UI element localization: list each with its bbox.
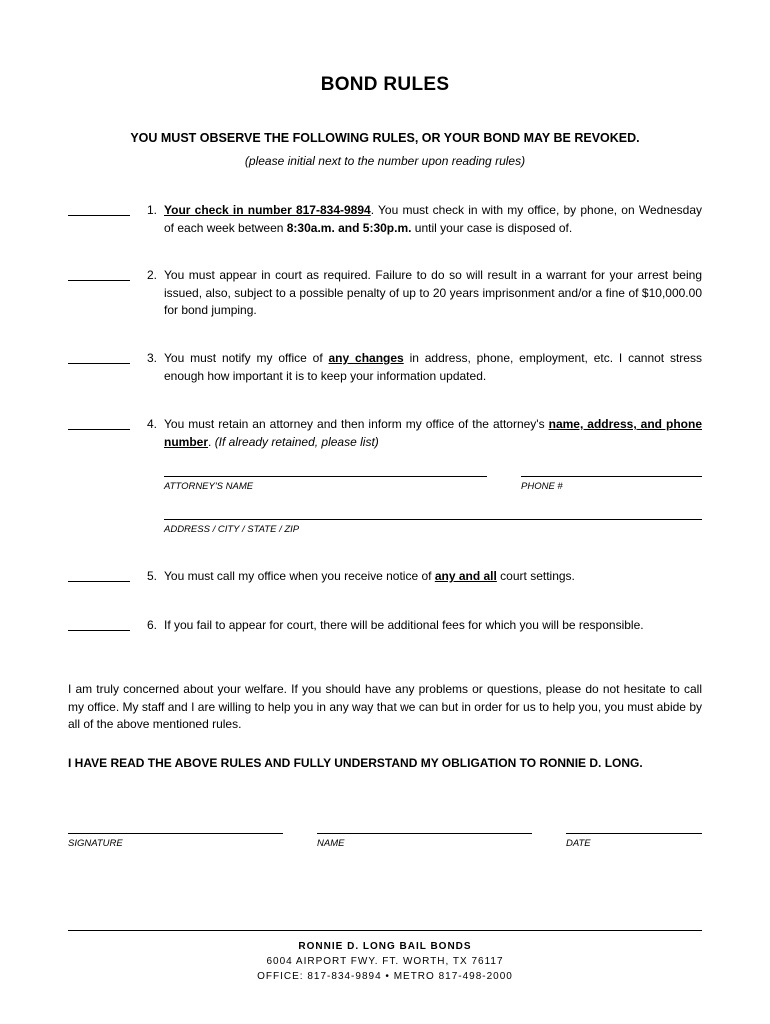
initial-field-rule-6[interactable] (68, 630, 130, 631)
footer-address: 6004 AIRPORT FWY. FT. WORTH, TX 76117 (266, 956, 504, 967)
initial-instruction: (please initial next to the number upon reading rules) (244, 154, 526, 168)
footer-phones: OFFICE: 817-834-9894 • METRO 817-498-2000 (257, 971, 513, 982)
attorney-name-label: ATTORNEY'S NAME (164, 481, 254, 492)
acknowledgement-statement: I HAVE READ THE ABOVE RULES AND FULLY UNDERSTAND MY OBLIGATION TO RONNIE D. LONG. (68, 756, 643, 770)
initial-field-rule-1[interactable] (68, 215, 130, 216)
attorney-phone-label: PHONE # (521, 481, 563, 492)
initial-field-rule-3[interactable] (68, 363, 130, 364)
rule-text-part: . You must check in with my office, by phone, on Wednesday of each week between (164, 203, 702, 235)
name-field[interactable] (317, 833, 532, 834)
rule-number: 4. (147, 417, 158, 431)
attorney-name-field[interactable] (164, 476, 487, 477)
attorney-address-field[interactable] (164, 519, 702, 520)
emphasis-any-and-all: any and all (434, 569, 497, 583)
footer-company-name: RONNIE D. LONG BAIL BONDS (298, 941, 472, 952)
rule-text-part: You must call my office when you receive notice of (164, 569, 435, 583)
rule-number: 3. (147, 351, 158, 365)
initial-field-rule-2[interactable] (68, 280, 130, 281)
rule-text-part: in address, phone, employment, etc. I cannot stress enough how important it is to keep your information updated. (164, 351, 702, 383)
signature-label: SIGNATURE (68, 838, 123, 849)
attorney-phone-field[interactable] (521, 476, 702, 477)
emphasis-attorney-info: name, address, and phone number (164, 417, 703, 449)
rule-number: 5. (147, 569, 158, 583)
rule-number: 6. (147, 618, 158, 632)
rule-number: 1. (147, 203, 158, 217)
rule-text-part: until your case is disposed of. (411, 220, 573, 235)
rule-number: 2. (147, 268, 158, 282)
rule-text: If you fail to appear for court, there will be additional fees for which you will be responsible. (164, 618, 644, 632)
rule-text-part: You must notify my office of (164, 351, 329, 365)
initial-field-rule-5[interactable] (68, 581, 130, 582)
rule-text-part: You must retain an attorney and then inform my office of the attorney's (164, 417, 549, 431)
date-label: DATE (566, 838, 591, 849)
document-subtitle: YOU MUST OBSERVE THE FOLLOWING RULES, OR YOUR BOND MAY BE REVOKED. (130, 131, 640, 145)
initial-field-rule-4[interactable] (68, 429, 130, 430)
attorney-address-label: ADDRESS / CITY / STATE / ZIP (164, 524, 300, 535)
already-retained-note: (If already retained, please list) (214, 434, 379, 449)
check-in-number: Your check in number 817-834-9894 (164, 203, 371, 217)
date-field[interactable] (566, 833, 702, 834)
rule-text-part: court settings. (496, 569, 575, 583)
check-in-hours: 8:30a.m. and 5:30p.m. (286, 220, 412, 235)
rule-text: You must appear in court as required. Failure to do so will result in a warrant for your arrest being issued, also, subject to a possible penalty of up to 20 years imprisonment and/or a fine of $10,000.00 for bond jumping. (164, 268, 702, 317)
signature-field[interactable] (68, 833, 283, 834)
emphasis-any-changes: any changes (328, 351, 404, 365)
rule-text (164, 568, 702, 586)
document-title: BOND RULES (320, 74, 450, 95)
rule-text (164, 202, 702, 237)
rule-text (164, 416, 702, 451)
rule-text (164, 350, 702, 385)
footer-divider (68, 930, 702, 931)
rule-text-part: . (208, 434, 215, 449)
closing-paragraph: I am truly concerned about your welfare. If you should have any problems or questions, please do not hesitate to call my office. My staff and I are willing to help you in any way that we can but in order for us to help you, you must abide by all of the above mentioned rules. (68, 682, 702, 731)
name-label: NAME (317, 838, 345, 849)
